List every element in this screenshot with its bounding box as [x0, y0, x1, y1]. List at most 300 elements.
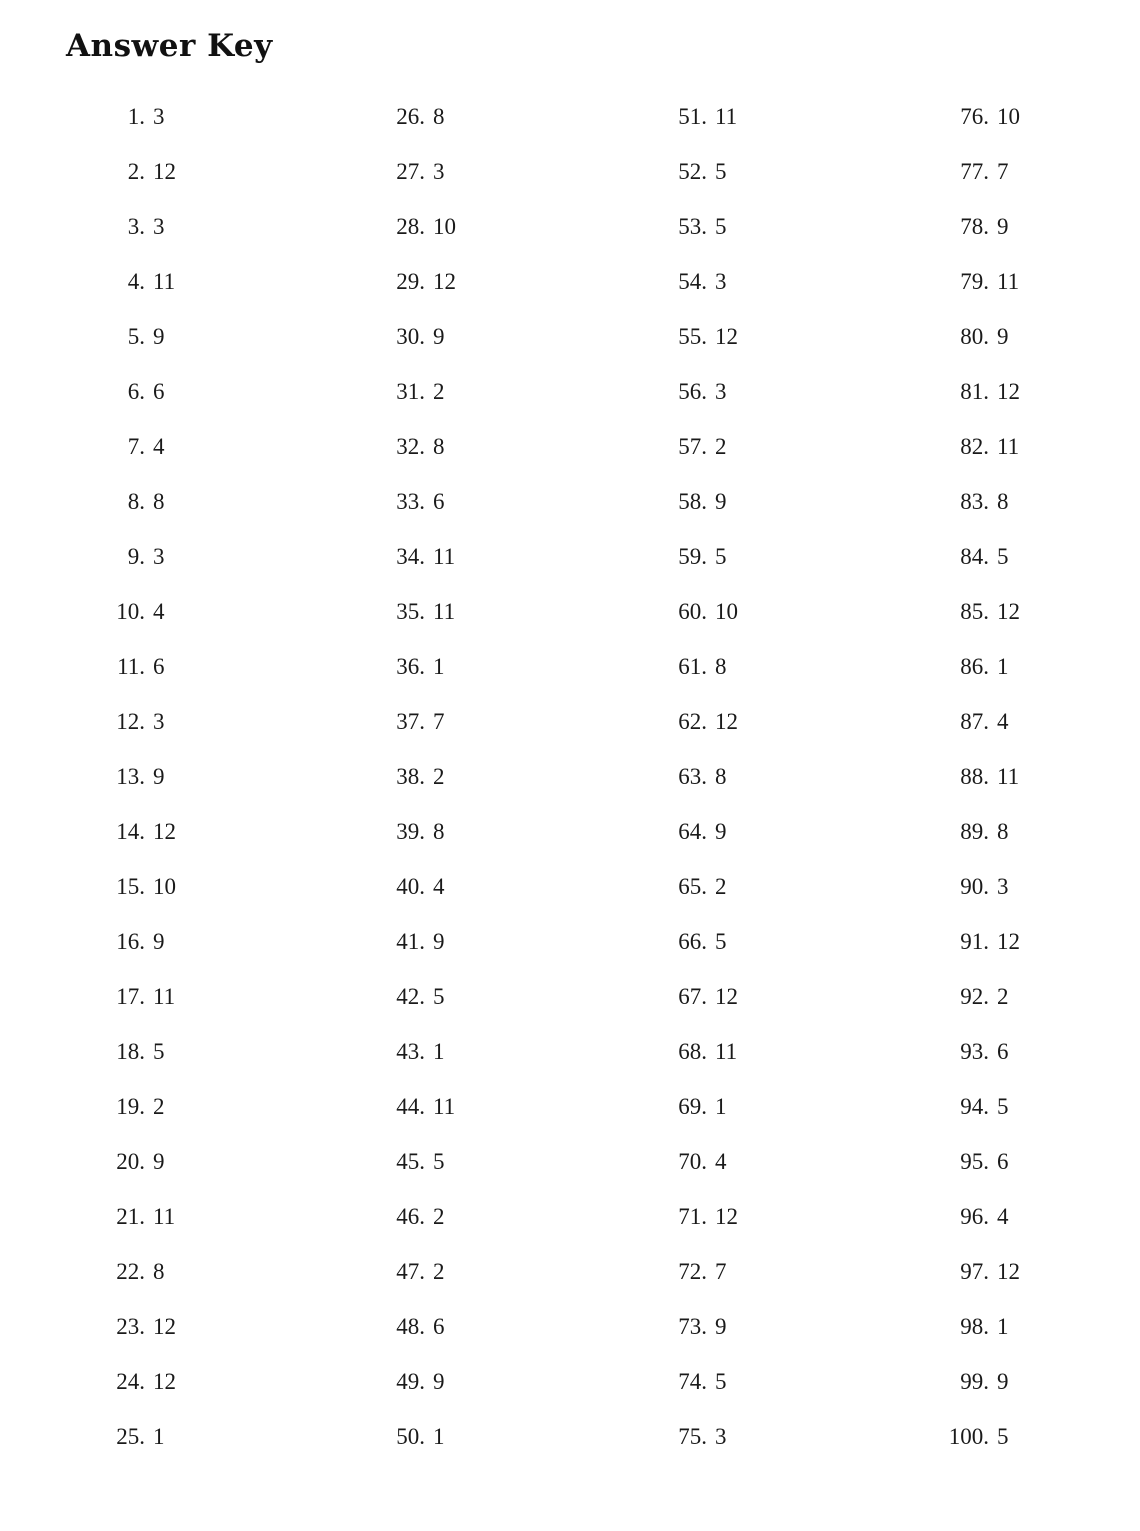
question-number: 6. — [127, 379, 145, 404]
answer-value: 8 — [715, 764, 727, 789]
answer-item — [83, 1419, 343, 1474]
answer-value: 1 — [715, 1094, 727, 1119]
question-number: 14. — [116, 819, 145, 844]
answer-value: 5 — [433, 984, 445, 1009]
answer-item — [927, 374, 1140, 429]
question-number: 90. — [960, 874, 989, 899]
question-number: 32. — [396, 434, 425, 459]
question-number: 17. — [116, 984, 145, 1009]
answer-value: 3 — [433, 159, 445, 184]
answer-item — [363, 869, 623, 924]
question-number: 86. — [960, 654, 989, 679]
question-number: 23. — [116, 1314, 145, 1339]
answer-item — [83, 429, 343, 484]
answer-value: 11 — [997, 764, 1020, 789]
answer-item — [363, 594, 623, 649]
answer-item — [363, 154, 623, 209]
answer-item — [645, 759, 905, 814]
answer-value: 9 — [153, 324, 165, 349]
answer-item — [83, 1309, 343, 1364]
answer-value: 12 — [997, 379, 1020, 404]
answer-item — [83, 209, 343, 264]
question-number: 31. — [396, 379, 425, 404]
answer-item — [363, 1254, 623, 1309]
answer-value: 2 — [153, 1094, 165, 1119]
question-number: 27. — [396, 159, 425, 184]
answer-item — [645, 704, 905, 759]
question-number: 35. — [396, 599, 425, 624]
answer-item — [927, 759, 1140, 814]
question-number: 20. — [116, 1149, 145, 1174]
question-number: 53. — [678, 214, 707, 239]
question-number: 56. — [678, 379, 707, 404]
answer-value: 9 — [433, 324, 445, 349]
answer-value: 8 — [153, 1259, 165, 1284]
answer-value: 7 — [997, 159, 1009, 184]
answer-value: 1 — [997, 654, 1009, 679]
question-number: 75. — [678, 1424, 707, 1449]
question-number: 44. — [396, 1094, 425, 1119]
question-number: 98. — [960, 1314, 989, 1339]
answer-value: 3 — [715, 379, 727, 404]
answer-item — [927, 429, 1140, 484]
answer-item — [83, 319, 343, 374]
question-number: 21. — [116, 1204, 145, 1229]
question-number: 89. — [960, 819, 989, 844]
answer-value: 12 — [433, 269, 456, 294]
question-number: 63. — [678, 764, 707, 789]
answer-value: 1 — [433, 654, 445, 679]
answer-item — [927, 704, 1140, 759]
question-number: 93. — [960, 1039, 989, 1064]
answer-item — [927, 1419, 1140, 1474]
question-number: 30. — [396, 324, 425, 349]
question-number: 76. — [960, 104, 989, 129]
answer-value: 11 — [433, 544, 456, 569]
answer-value: 10 — [433, 214, 456, 239]
question-number: 65. — [678, 874, 707, 899]
answer-value: 1 — [433, 1039, 445, 1064]
answer-value: 12 — [715, 324, 738, 349]
question-number: 78. — [960, 214, 989, 239]
answer-value: 9 — [433, 1369, 445, 1394]
question-number: 25. — [116, 1424, 145, 1449]
answer-value: 11 — [433, 599, 456, 624]
answer-item — [363, 1199, 623, 1254]
answer-item — [927, 1034, 1140, 1089]
answer-value: 5 — [715, 1369, 727, 1394]
answer-value: 5 — [997, 1424, 1009, 1449]
answer-item — [363, 209, 623, 264]
answer-item — [927, 1309, 1140, 1364]
answer-value: 8 — [997, 819, 1009, 844]
answer-item — [645, 1254, 905, 1309]
answer-value: 6 — [153, 654, 165, 679]
answer-value: 3 — [715, 1424, 727, 1449]
answer-item — [83, 1199, 343, 1254]
answer-value: 3 — [715, 269, 727, 294]
question-number: 3. — [127, 214, 145, 239]
answer-item — [645, 484, 905, 539]
answer-value: 5 — [715, 929, 727, 954]
question-number: 97. — [960, 1259, 989, 1284]
answer-value: 4 — [715, 1149, 727, 1174]
answer-column-2 — [363, 99, 623, 1474]
question-number: 28. — [396, 214, 425, 239]
answer-value: 7 — [715, 1259, 727, 1284]
answer-value: 12 — [715, 1204, 738, 1229]
answer-value: 3 — [153, 214, 165, 239]
question-number: 80. — [960, 324, 989, 349]
answer-value: 9 — [997, 214, 1009, 239]
answer-item — [363, 979, 623, 1034]
question-number: 57. — [678, 434, 707, 459]
answer-item — [363, 99, 623, 154]
answer-value: 9 — [153, 1149, 165, 1174]
question-number: 61. — [678, 654, 707, 679]
answer-item — [83, 1144, 343, 1199]
question-number: 87. — [960, 709, 989, 734]
answer-value: 11 — [153, 269, 176, 294]
question-number: 85. — [960, 599, 989, 624]
answer-item — [363, 264, 623, 319]
answer-item — [927, 99, 1140, 154]
question-number: 66. — [678, 929, 707, 954]
question-number: 100. — [948, 1424, 989, 1449]
question-number: 52. — [678, 159, 707, 184]
answer-value: 9 — [997, 324, 1009, 349]
question-number: 12. — [116, 709, 145, 734]
question-number: 37. — [396, 709, 425, 734]
answer-item — [645, 594, 905, 649]
answer-item — [83, 484, 343, 539]
answer-item — [927, 1089, 1140, 1144]
answer-item — [927, 539, 1140, 594]
question-number: 5. — [127, 324, 145, 349]
answer-item — [83, 979, 343, 1034]
answer-column-1 — [83, 99, 343, 1474]
answer-value: 1 — [153, 1424, 165, 1449]
answer-value: 8 — [433, 434, 445, 459]
answer-item — [645, 539, 905, 594]
answer-value: 8 — [433, 104, 445, 129]
answer-value: 6 — [153, 379, 165, 404]
answer-item — [927, 814, 1140, 869]
answer-value: 10 — [153, 874, 176, 899]
answer-item — [83, 594, 343, 649]
answer-item — [645, 264, 905, 319]
question-number: 94. — [960, 1094, 989, 1119]
answer-value: 6 — [997, 1039, 1009, 1064]
question-number: 26. — [396, 104, 425, 129]
answer-value: 4 — [433, 874, 445, 899]
answer-item — [83, 154, 343, 209]
answer-item — [927, 154, 1140, 209]
answer-value: 4 — [153, 599, 165, 624]
question-number: 73. — [678, 1314, 707, 1339]
question-number: 11. — [117, 654, 145, 679]
question-number: 40. — [396, 874, 425, 899]
answer-item — [363, 1089, 623, 1144]
answer-item — [83, 814, 343, 869]
question-number: 49. — [396, 1369, 425, 1394]
answer-item — [927, 979, 1140, 1034]
answer-item — [645, 649, 905, 704]
question-number: 19. — [116, 1094, 145, 1119]
answer-item — [83, 539, 343, 594]
question-number: 84. — [960, 544, 989, 569]
answer-item — [83, 99, 343, 154]
question-number: 15. — [116, 874, 145, 899]
answer-item — [83, 759, 343, 814]
answer-value: 11 — [997, 434, 1020, 459]
answer-value: 2 — [433, 379, 445, 404]
answer-value: 2 — [433, 1204, 445, 1229]
answer-item — [645, 154, 905, 209]
question-number: 4. — [127, 269, 145, 294]
question-number: 74. — [678, 1369, 707, 1394]
question-number: 22. — [116, 1259, 145, 1284]
answer-value: 12 — [153, 1314, 176, 1339]
answer-value: 7 — [433, 709, 445, 734]
answer-value: 12 — [997, 599, 1020, 624]
answer-item — [927, 209, 1140, 264]
question-number: 67. — [678, 984, 707, 1009]
answer-item — [363, 814, 623, 869]
answer-item — [83, 374, 343, 429]
answer-value: 11 — [433, 1094, 456, 1119]
question-number: 13. — [116, 764, 145, 789]
question-number: 71. — [678, 1204, 707, 1229]
answer-item — [363, 1364, 623, 1419]
question-number: 99. — [960, 1369, 989, 1394]
answer-value: 9 — [153, 929, 165, 954]
answer-item — [363, 319, 623, 374]
question-number: 8. — [127, 489, 145, 514]
question-number: 77. — [960, 159, 989, 184]
answer-item — [363, 704, 623, 759]
answer-item — [645, 1034, 905, 1089]
answer-value: 1 — [433, 1424, 445, 1449]
question-number: 7. — [127, 434, 145, 459]
answer-value: 12 — [715, 984, 738, 1009]
answer-value: 9 — [715, 1314, 727, 1339]
question-number: 16. — [116, 929, 145, 954]
answer-item — [645, 924, 905, 979]
answer-value: 12 — [153, 1369, 176, 1394]
question-number: 36. — [396, 654, 425, 679]
answer-value: 11 — [715, 1039, 738, 1064]
question-number: 68. — [678, 1039, 707, 1064]
page-title: Answer Key — [66, 28, 273, 64]
question-number: 47. — [396, 1259, 425, 1284]
answer-value: 11 — [153, 1204, 176, 1229]
answer-item — [645, 979, 905, 1034]
answer-item — [83, 1034, 343, 1089]
answer-value: 5 — [997, 1094, 1009, 1119]
answer-item — [363, 484, 623, 539]
question-number: 82. — [960, 434, 989, 459]
answer-item — [83, 1089, 343, 1144]
answer-item — [83, 649, 343, 704]
question-number: 10. — [116, 599, 145, 624]
question-number: 1. — [127, 104, 145, 129]
answer-value: 11 — [153, 984, 176, 1009]
question-number: 70. — [678, 1149, 707, 1174]
answer-value: 2 — [715, 874, 727, 899]
answer-item — [645, 814, 905, 869]
answer-value: 8 — [997, 489, 1009, 514]
answer-column-3 — [645, 99, 905, 1474]
answer-value: 3 — [153, 709, 165, 734]
question-number: 81. — [960, 379, 989, 404]
question-number: 41. — [396, 929, 425, 954]
question-number: 51. — [678, 104, 707, 129]
answer-item — [83, 924, 343, 979]
answer-item — [363, 1034, 623, 1089]
answer-item — [927, 1144, 1140, 1199]
answer-value: 5 — [997, 544, 1009, 569]
answer-item — [927, 869, 1140, 924]
question-number: 59. — [678, 544, 707, 569]
question-number: 33. — [396, 489, 425, 514]
answer-value: 10 — [715, 599, 738, 624]
answer-value: 4 — [153, 434, 165, 459]
answer-value: 12 — [153, 159, 176, 184]
answer-item — [645, 1144, 905, 1199]
question-number: 34. — [396, 544, 425, 569]
answer-value: 9 — [715, 819, 727, 844]
question-number: 50. — [396, 1424, 425, 1449]
answer-value: 9 — [433, 929, 445, 954]
answer-value: 2 — [433, 1259, 445, 1284]
answer-item — [645, 869, 905, 924]
answer-item — [645, 1199, 905, 1254]
question-number: 69. — [678, 1094, 707, 1119]
answer-value: 11 — [997, 269, 1020, 294]
question-number: 39. — [396, 819, 425, 844]
answer-item — [645, 99, 905, 154]
answer-value: 11 — [715, 104, 738, 129]
answer-item — [363, 924, 623, 979]
answer-item — [363, 429, 623, 484]
answer-item — [645, 1089, 905, 1144]
answer-value: 3 — [997, 874, 1009, 899]
answer-value: 9 — [997, 1369, 1009, 1394]
question-number: 95. — [960, 1149, 989, 1174]
answer-item — [927, 1199, 1140, 1254]
answer-item — [927, 264, 1140, 319]
question-number: 24. — [116, 1369, 145, 1394]
answer-value: 3 — [153, 104, 165, 129]
answer-value: 6 — [997, 1149, 1009, 1174]
answer-item — [363, 759, 623, 814]
answer-value: 12 — [997, 1259, 1020, 1284]
answer-item — [927, 1254, 1140, 1309]
answer-value: 9 — [715, 489, 727, 514]
answer-column-4 — [927, 99, 1140, 1474]
answer-item — [363, 1309, 623, 1364]
answer-item — [645, 319, 905, 374]
question-number: 58. — [678, 489, 707, 514]
answer-item — [645, 209, 905, 264]
answer-value: 3 — [153, 544, 165, 569]
question-number: 88. — [960, 764, 989, 789]
answer-value: 4 — [997, 1204, 1009, 1229]
answer-item — [645, 374, 905, 429]
answer-value: 2 — [715, 434, 727, 459]
answer-item — [363, 539, 623, 594]
question-number: 38. — [396, 764, 425, 789]
answer-item — [83, 704, 343, 759]
answer-value: 4 — [997, 709, 1009, 734]
answer-value: 6 — [433, 489, 445, 514]
answer-value: 12 — [153, 819, 176, 844]
answer-value: 5 — [715, 159, 727, 184]
question-number: 96. — [960, 1204, 989, 1229]
answer-value: 5 — [433, 1149, 445, 1174]
answer-value: 12 — [997, 929, 1020, 954]
question-number: 83. — [960, 489, 989, 514]
answer-item — [83, 1364, 343, 1419]
answer-value: 5 — [715, 214, 727, 239]
question-number: 64. — [678, 819, 707, 844]
answer-item — [83, 264, 343, 319]
answer-value: 6 — [433, 1314, 445, 1339]
question-number: 43. — [396, 1039, 425, 1064]
answer-item — [83, 869, 343, 924]
answer-value: 9 — [153, 764, 165, 789]
answer-value: 12 — [715, 709, 738, 734]
answer-value: 5 — [715, 544, 727, 569]
answer-value: 1 — [997, 1314, 1009, 1339]
question-number: 9. — [127, 544, 145, 569]
answer-item — [363, 649, 623, 704]
answer-item — [363, 1144, 623, 1199]
question-number: 48. — [396, 1314, 425, 1339]
answer-item — [645, 429, 905, 484]
answer-item — [645, 1309, 905, 1364]
question-number: 72. — [678, 1259, 707, 1284]
question-number: 55. — [678, 324, 707, 349]
question-number: 62. — [678, 709, 707, 734]
answer-item — [927, 924, 1140, 979]
question-number: 92. — [960, 984, 989, 1009]
question-number: 42. — [396, 984, 425, 1009]
question-number: 2. — [127, 159, 145, 184]
answer-value: 2 — [433, 764, 445, 789]
answer-item — [645, 1364, 905, 1419]
answer-item — [83, 1254, 343, 1309]
answer-value: 5 — [153, 1039, 165, 1064]
question-number: 91. — [960, 929, 989, 954]
answer-item — [363, 374, 623, 429]
answer-item — [645, 1419, 905, 1474]
question-number: 45. — [396, 1149, 425, 1174]
question-number: 29. — [396, 269, 425, 294]
question-number: 79. — [960, 269, 989, 294]
question-number: 46. — [396, 1204, 425, 1229]
answer-item — [927, 319, 1140, 374]
answer-item — [363, 1419, 623, 1474]
answer-item — [927, 649, 1140, 704]
answer-value: 8 — [715, 654, 727, 679]
answer-value: 8 — [153, 489, 165, 514]
question-number: 60. — [678, 599, 707, 624]
answer-item — [927, 484, 1140, 539]
answer-item — [927, 594, 1140, 649]
question-number: 18. — [116, 1039, 145, 1064]
